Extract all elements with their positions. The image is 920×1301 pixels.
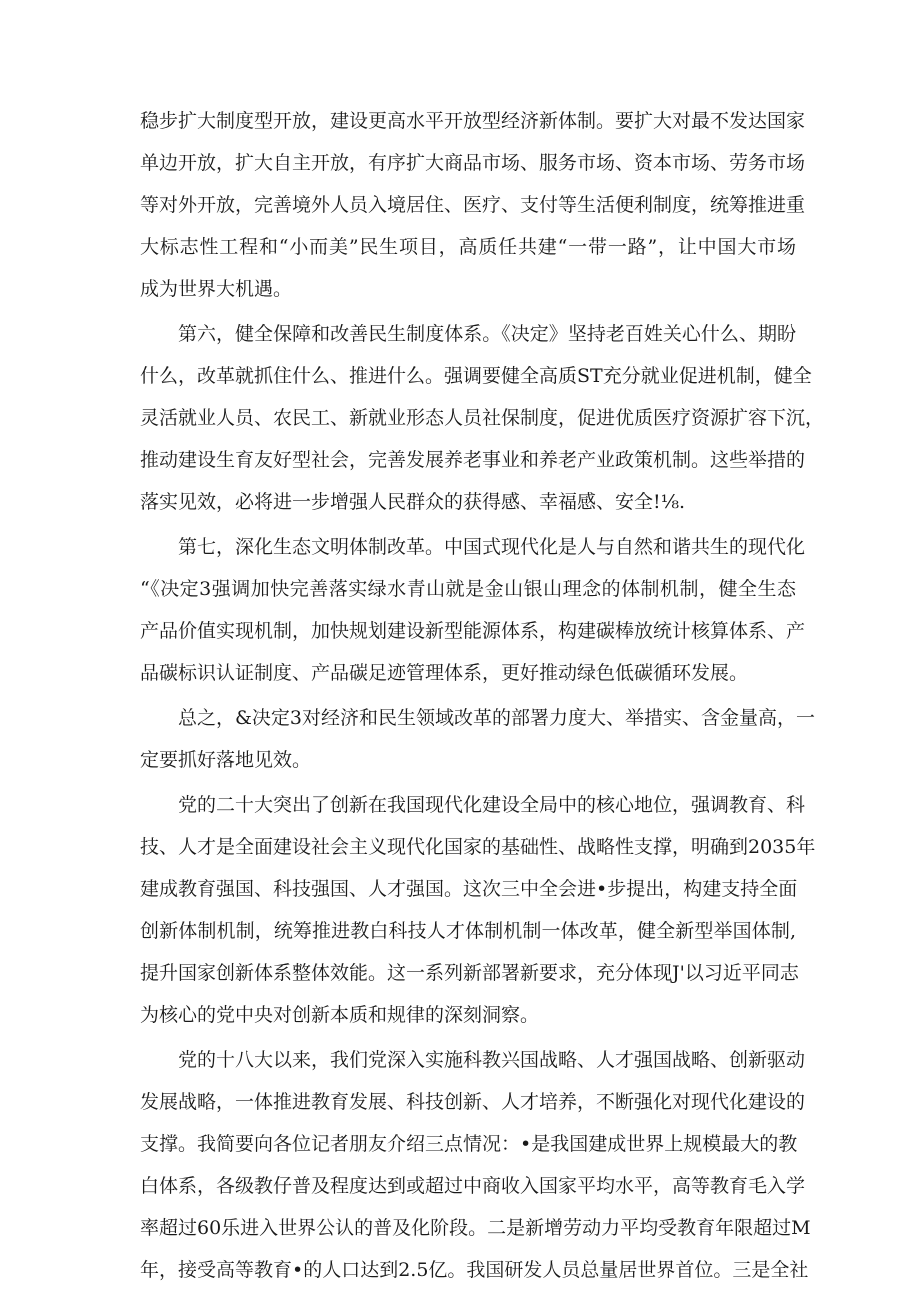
- text-line: 定要抓好落地见效。: [140, 749, 312, 771]
- text-line: 为核心的党中央对创新本质和规律的深刻洞察。: [140, 1004, 540, 1026]
- text-line: 单边开放，扩大自主开放，有序扩大商品市场、服务市场、资本市场、劳务市场: [140, 152, 806, 174]
- text-line: 党的十八大以来，我们党深入实施科教兴国战略、人才强国战略、创新驱动: [178, 1049, 806, 1071]
- text-line: 灵活就业人员、农民工、新就业形态人员社保制度，促进优质医疗资源扩容下沉，: [140, 407, 825, 429]
- text-line: 第六，健全保障和改善民生制度体系。《决定》坚持老百姓关心什么、期盼: [178, 323, 796, 345]
- text-line: 党的二十大突出了创新在我国现代化建设全局中的核心地位，强调教育、科: [178, 794, 806, 816]
- text-line: 白体系，各级教仔普及程度达到或超过中商收入国家平均水平，高等教育毛入学: [140, 1175, 806, 1197]
- text-line: 落实见效，必将进一步增强人民群众的获得感、幸福感、安全!⅛.: [140, 491, 686, 513]
- text-line: 品碳标识认证制度、产品碳足迹管理体系，更好推动绿色低碳循环发展。: [140, 662, 749, 684]
- text-line: 技、人才是全面建设社会主义现代化国家的基础性、战略性支撑，明确到2035年: [140, 836, 816, 858]
- text-line: 提升国家创新体系整体效能。这一系列新部署新要求，充分体现J'以习近平同志: [140, 962, 799, 984]
- text-line: 建成教育强国、科技强国、人才强国。这次三中全会进•步提出，构建支持全面: [140, 878, 798, 900]
- text-line: 等对外开放，完善境外人员入境居住、医疗、支付等生活便利制度，统筹推进重: [140, 194, 806, 216]
- text-line: 产品价值实现机制，加快规划建设新型能源体系，构建碳棒放统计核算体系、产: [140, 620, 806, 642]
- text-line: 总之，&决定3对经济和民生领域改革的部署力度大、举措实、含金量高，一: [178, 707, 816, 729]
- text-line: 创新体制机制，统筹推进教白科技人才体制机制一体改革，健全新型举国体制,: [140, 920, 796, 942]
- text-line: 第七，深化生态文明体制改革。中国式现代化是人与自然和谐共生的现代化: [178, 536, 806, 558]
- text-line: 年，接受高等教育•的人口达到2.5亿。我国研发人员总量居世界首位。三是全社: [140, 1259, 809, 1281]
- text-line: 什么，改革就抓住什么、推进什么。强调要健全高质ST充分就业促进机制，健全: [140, 365, 812, 387]
- text-line: 发展战略，一体推进教育发展、科技创新、人才培养，不断强化对现代化建设的: [140, 1091, 806, 1113]
- text-line: 支撑。我简要向各位记者朋友介绍三点情况：•是我国建成世界上规模最大的教: [140, 1133, 798, 1155]
- text-line: 成为世界大机遇。: [140, 278, 293, 300]
- text-line: 推动建设生育友好型社会，完善发展养老事业和养老产业政策机制。这些举措的: [140, 449, 806, 471]
- text-line: “《决定3强调加快完善落实绿水青山就是金山银山理念的体制机制，健全生态: [140, 578, 796, 600]
- text-line: 率超过60乐进入世界公认的普及化阶段。二是新增劳动力平均受教育年限超过M: [140, 1217, 811, 1239]
- text-line: 大标志性工程和“小而美”民生项目，高质任共建“一带一路”，让中国大市场: [140, 236, 796, 258]
- text-line: 稳步扩大制度型开放，建设更高水平开放型经济新体制。要扩大对最不发达国家: [140, 110, 806, 132]
